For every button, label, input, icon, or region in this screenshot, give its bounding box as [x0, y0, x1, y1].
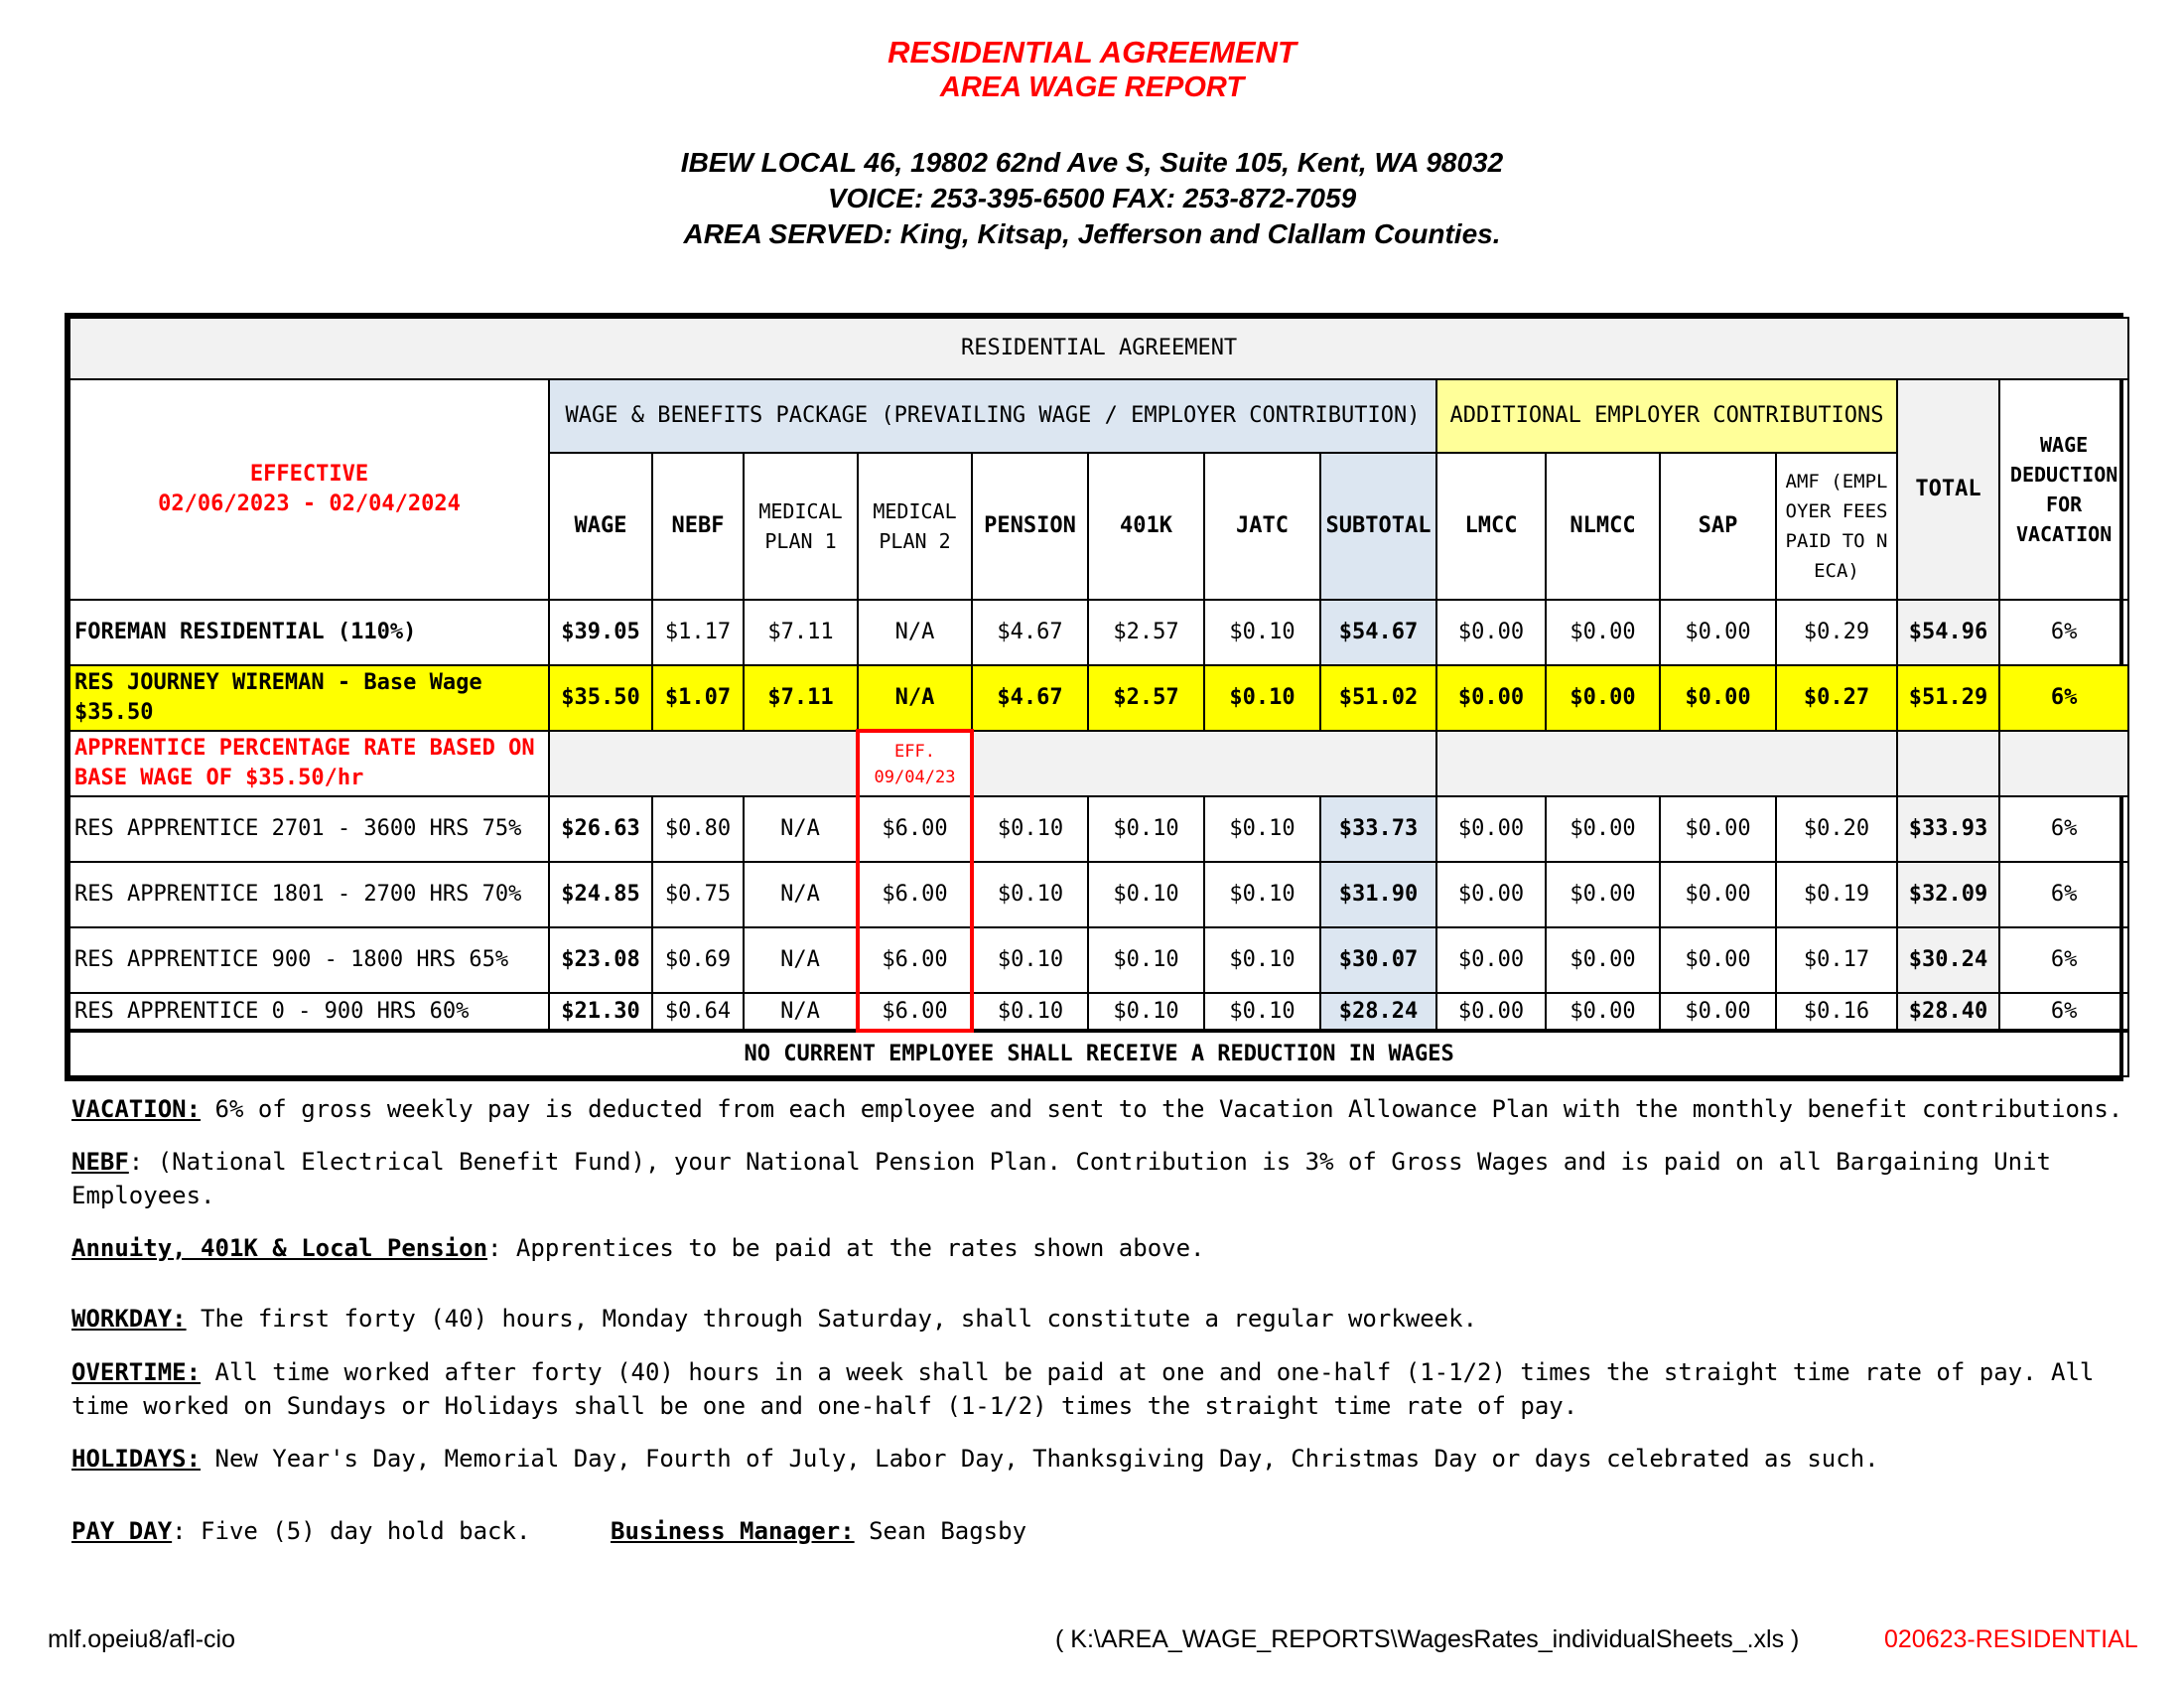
cell-jatc: $0.10 — [1204, 796, 1320, 862]
cell-total: $30.24 — [1897, 927, 1999, 993]
cell-pension: $0.10 — [972, 927, 1088, 993]
effective-dates: 02/06/2023 - 02/04/2024 — [158, 492, 461, 516]
cell-total: $33.93 — [1897, 796, 1999, 862]
annuity-text: : Apprentices to be paid at the rates shown above. — [487, 1234, 1205, 1262]
note-overtime — [71, 1355, 2097, 1423]
cell-vacation: 6% — [1999, 665, 2128, 731]
cell-vacation: 6% — [1999, 796, 2128, 862]
cell-subtotal: $30.07 — [1320, 927, 1436, 993]
manager-text: Sean Bagsby — [854, 1517, 1027, 1545]
cell-sap: $0.00 — [1660, 993, 1776, 1031]
cell-medical-2: N/A — [858, 600, 972, 665]
cell-pension: $4.67 — [972, 600, 1088, 665]
cell-nlmcc: $0.00 — [1546, 665, 1660, 731]
row-apprentice-0 — [69, 993, 2128, 1031]
cell-nlmcc: $0.00 — [1546, 927, 1660, 993]
workday-text: The first forty (40) hours, Monday through Saturday, shall constitute a regular workweek. — [186, 1305, 1478, 1333]
row-apprentice-2701 — [69, 796, 2128, 862]
cell-amf: $0.19 — [1776, 862, 1897, 927]
row-apprentice-1801 — [69, 862, 2128, 927]
cell-subtotal: $54.67 — [1320, 600, 1436, 665]
holidays-label: HOLIDAYS: — [71, 1445, 202, 1473]
row-apprentice-900 — [69, 927, 2128, 993]
annuity-label: Annuity, 401K & Local Pension — [71, 1234, 488, 1262]
cell-401k: $2.57 — [1088, 665, 1204, 731]
payday-text: : Five (5) day hold back. — [172, 1517, 531, 1545]
row-foreman — [69, 600, 2128, 665]
overtime-label: OVERTIME: — [71, 1358, 202, 1386]
note-nebf — [71, 1145, 2097, 1212]
note-business-manager — [611, 1514, 1405, 1548]
row-label: RES APPRENTICE 2701 - 3600 HRS 75% — [69, 796, 549, 862]
cell-amf: $0.17 — [1776, 927, 1897, 993]
col-amf: AMF (EMPLOYER FEES PAID TO NECA) — [1776, 453, 1897, 600]
row-label: RES APPRENTICE 900 - 1800 HRS 65% — [69, 927, 549, 993]
wage-table — [65, 313, 2123, 1081]
cell-vacation: 6% — [1999, 927, 2128, 993]
cell-sap: $0.00 — [1660, 862, 1776, 927]
group-additional-contributions: ADDITIONAL EMPLOYER CONTRIBUTIONS — [1436, 379, 1897, 453]
cell-medical-1: N/A — [744, 862, 858, 927]
col-lmcc: LMCC — [1436, 453, 1546, 600]
cell-vacation: 6% — [1999, 600, 2128, 665]
effective-cell — [69, 379, 549, 600]
cell-amf: $0.29 — [1776, 600, 1897, 665]
col-nlmcc: NLMCC — [1546, 453, 1660, 600]
report-title: RESIDENTIAL AGREEMENT — [887, 35, 1297, 70]
row-apprentice-note — [69, 731, 2128, 796]
cell-vacation: 6% — [1999, 993, 2128, 1031]
col-pension: PENSION — [972, 453, 1088, 600]
table-title: RESIDENTIAL AGREEMENT — [69, 318, 2128, 379]
cell-amf: $0.27 — [1776, 665, 1897, 731]
cell-total: $51.29 — [1897, 665, 1999, 731]
cell-subtotal: $33.73 — [1320, 796, 1436, 862]
row-label: RES APPRENTICE 0 - 900 HRS 60% — [69, 993, 549, 1031]
col-medical-1: MEDICAL PLAN 1 — [744, 453, 858, 600]
payday-label: PAY DAY — [71, 1517, 173, 1545]
row-journey-wireman — [69, 665, 2128, 731]
cell-nebf: $0.69 — [652, 927, 744, 993]
cell-sap: $0.00 — [1660, 665, 1776, 731]
cell-401k: $0.10 — [1088, 862, 1204, 927]
cell-medical-1: N/A — [744, 993, 858, 1031]
cell-lmcc: $0.00 — [1436, 665, 1546, 731]
col-subtotal: SUBTOTAL — [1320, 453, 1436, 600]
cell-vacation: 6% — [1999, 862, 2128, 927]
group-wage-benefits: WAGE & BENEFITS PACKAGE (PREVAILING WAGE / EMPLOYER CONTRIBUTION) — [549, 379, 1436, 453]
vacation-label: VACATION: — [71, 1095, 202, 1123]
cell-subtotal: $28.24 — [1320, 993, 1436, 1031]
footer-doc-code: 020623-RESIDENTIAL — [1884, 1625, 2138, 1653]
col-total: TOTAL — [1897, 379, 1999, 600]
workday-label: WORKDAY: — [71, 1305, 187, 1333]
cell-lmcc: $0.00 — [1436, 862, 1546, 927]
note-vacation — [71, 1092, 2136, 1126]
cell-nlmcc: $0.00 — [1546, 600, 1660, 665]
cell-total: $32.09 — [1897, 862, 1999, 927]
note-annuity — [71, 1231, 2136, 1265]
cell-401k: $0.10 — [1088, 993, 1204, 1031]
footer-union-label: mlf.opeiu8/afl-cio — [48, 1625, 235, 1653]
cell-wage: $35.50 — [549, 665, 652, 731]
blank-cell — [1897, 731, 1999, 796]
cell-medical-1: $7.11 — [744, 665, 858, 731]
area-served: AREA SERVED: King, Kitsap, Jefferson and Clallam Counties. — [683, 218, 1501, 249]
cell-nebf: $0.75 — [652, 862, 744, 927]
no-reduction-note: NO CURRENT EMPLOYEE SHALL RECEIVE A REDUCTION IN WAGES — [69, 1031, 2128, 1076]
cell-amf: $0.20 — [1776, 796, 1897, 862]
col-vacation: WAGE DEDUCTION FOR VACATION — [1999, 379, 2128, 600]
cell-nlmcc: $0.00 — [1546, 993, 1660, 1031]
cell-lmcc: $0.00 — [1436, 927, 1546, 993]
cell-jatc: $0.10 — [1204, 927, 1320, 993]
cell-wage: $39.05 — [549, 600, 652, 665]
holidays-text: New Year's Day, Memorial Day, Fourth of July, Labor Day, Thanksgiving Day, Christmas Day or days celebrated as such. — [201, 1445, 1879, 1473]
note-holidays — [71, 1442, 2136, 1476]
cell-nlmcc: $0.00 — [1546, 796, 1660, 862]
cell-jatc: $0.10 — [1204, 993, 1320, 1031]
cell-nebf: $1.07 — [652, 665, 744, 731]
col-nebf: NEBF — [652, 453, 744, 600]
cell-pension: $4.67 — [972, 665, 1088, 731]
cell-sap: $0.00 — [1660, 796, 1776, 862]
cell-pension: $0.10 — [972, 862, 1088, 927]
cell-pension: $0.10 — [972, 993, 1088, 1031]
cell-total: $28.40 — [1897, 993, 1999, 1031]
cell-jatc: $0.10 — [1204, 862, 1320, 927]
cell-medical-2: N/A — [858, 665, 972, 731]
cell-subtotal: $51.02 — [1320, 665, 1436, 731]
row-label: RES JOURNEY WIREMAN - Base Wage $35.50 — [69, 665, 549, 731]
cell-lmcc: $0.00 — [1436, 993, 1546, 1031]
cell-wage: $24.85 — [549, 862, 652, 927]
footer-file-path: ( K:\AREA_WAGE_REPORTS\WagesRates_individualSheets_.xls ) — [1055, 1625, 1800, 1653]
col-medical-2: MEDICAL PLAN 2 — [858, 453, 972, 600]
row-label: RES APPRENTICE 1801 - 2700 HRS 70% — [69, 862, 549, 927]
cell-medical-1: N/A — [744, 927, 858, 993]
cell-medical-2: $6.00 — [858, 862, 972, 927]
col-jatc: JATC — [1204, 453, 1320, 600]
cell-nebf: $0.64 — [652, 993, 744, 1031]
cell-jatc: $0.10 — [1204, 600, 1320, 665]
col-401k: 401K — [1088, 453, 1204, 600]
cell-medical-2: $6.00 — [858, 993, 972, 1031]
cell-medical-2: $6.00 — [858, 927, 972, 993]
blank-cell — [1436, 731, 1897, 796]
nebf-label: NEBF — [71, 1148, 129, 1176]
overtime-text: All time worked after forty (40) hours in a week shall be paid at one and one-half (1-1/2) times the straight time rate of pay. All time worked on Sundays or Holidays shall be one and one-half (1-1/2) times the straight time rate of pay. — [71, 1358, 2095, 1420]
cell-nebf: $0.80 — [652, 796, 744, 862]
blank-cell — [549, 731, 858, 796]
manager-label: Business Manager: — [611, 1517, 855, 1545]
vacation-text: 6% of gross weekly pay is deducted from each employee and sent to the Vacation Allowance Plan with the monthly benefit contributions. — [201, 1095, 2123, 1123]
effective-label: EFFECTIVE — [249, 462, 369, 487]
cell-wage: $26.63 — [549, 796, 652, 862]
cell-pension: $0.10 — [972, 796, 1088, 862]
cell-401k: $2.57 — [1088, 600, 1204, 665]
cell-nebf: $1.17 — [652, 600, 744, 665]
apprentice-note: APPRENTICE PERCENTAGE RATE BASED ON BASE WAGE OF $35.50/hr — [69, 731, 549, 796]
note-workday — [71, 1302, 2136, 1336]
cell-nlmcc: $0.00 — [1546, 862, 1660, 927]
col-wage: WAGE — [549, 453, 652, 600]
apprentice-eff-date: EFF. 09/04/23 — [858, 731, 972, 796]
blank-cell — [1999, 731, 2128, 796]
cell-jatc: $0.10 — [1204, 665, 1320, 731]
nebf-text: : (National Electrical Benefit Fund), your National Pension Plan. Contribution is 3% of Gross Wages and is paid on all Bargaining Unit Employees. — [71, 1148, 2051, 1209]
blank-cell — [972, 731, 1436, 796]
union-phone: VOICE: 253-395-6500 FAX: 253-872-7059 — [827, 183, 1357, 213]
cell-total: $54.96 — [1897, 600, 1999, 665]
cell-lmcc: $0.00 — [1436, 796, 1546, 862]
cell-wage: $21.30 — [549, 993, 652, 1031]
cell-sap: $0.00 — [1660, 600, 1776, 665]
cell-subtotal: $31.90 — [1320, 862, 1436, 927]
cell-wage: $23.08 — [549, 927, 652, 993]
cell-401k: $0.10 — [1088, 927, 1204, 993]
cell-medical-2: $6.00 — [858, 796, 972, 862]
cell-medical-1: $7.11 — [744, 600, 858, 665]
cell-401k: $0.10 — [1088, 796, 1204, 862]
cell-amf: $0.16 — [1776, 993, 1897, 1031]
report-subtitle: AREA WAGE REPORT — [939, 71, 1245, 103]
union-address: IBEW LOCAL 46, 19802 62nd Ave S, Suite 105, Kent, WA 98032 — [680, 147, 1504, 178]
cell-sap: $0.00 — [1660, 927, 1776, 993]
cell-medical-1: N/A — [744, 796, 858, 862]
cell-lmcc: $0.00 — [1436, 600, 1546, 665]
col-sap: SAP — [1660, 453, 1776, 600]
row-label: FOREMAN RESIDENTIAL (110%) — [69, 600, 549, 665]
